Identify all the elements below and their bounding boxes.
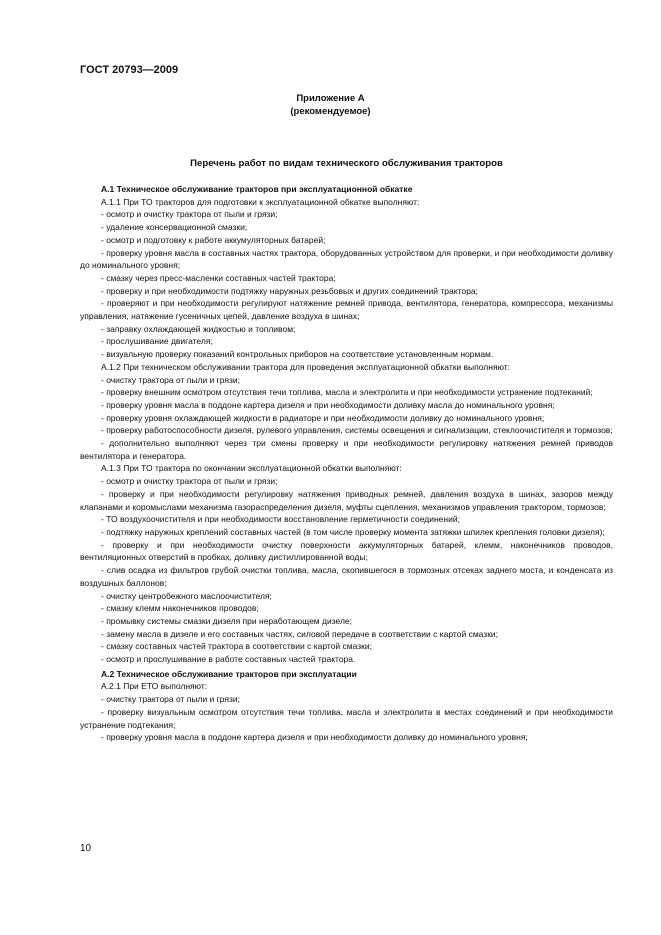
paragraph: - проверку внешним осмотром отсутствия течи топлива, масла и электролита и при необходимости устранение подтеканий; bbox=[101, 387, 593, 398]
paragraph: - очистку трактора от пыли и грязи; bbox=[101, 374, 241, 385]
paragraph: - осмотр и очистку трактора от пыли и грязи; bbox=[101, 209, 278, 220]
paragraph: - прослушивание двигателя; bbox=[101, 336, 213, 347]
paragraph: - осмотр и прослушивание в работе составных частей трактора. bbox=[101, 654, 356, 665]
subsection-heading: А.1 Техническое обслуживание тракторов при эксплуатационной обкатке bbox=[101, 184, 413, 194]
paragraph: - ТО воздухоочистителя и при необходимости восстановление герметичности соединений; bbox=[101, 514, 460, 525]
paragraph: - смазку клемм наконечников проводов; bbox=[101, 603, 259, 614]
document-body bbox=[80, 158, 613, 744]
paragraph: - проверку уровня масла в составных частях трактора, оборудованных устройством для проверки, и при необходимости доливку до номинального уровня; bbox=[80, 247, 613, 271]
paragraph: - проверку уровня охлаждающей жидкости в радиаторе и при необходимости доливку до номинального уровня; bbox=[101, 412, 545, 423]
paragraph: - визуальную проверку показаний контрольных приборов на соответствие установленным нормам. bbox=[101, 349, 494, 360]
section-title: Перечень работ по видам технического обслуживания тракторов bbox=[190, 158, 503, 169]
paragraph: - промывку системы смазки дизеля при неработающем дизеле; bbox=[101, 615, 353, 626]
paragraph: - дополнительно выполняют через три смены проверку и при необходимости регулировку натяжения ремней приводов вентилятора и генератора. bbox=[80, 438, 613, 461]
paragraph: - смазку через пресс-масленки составных частей трактора; bbox=[101, 272, 336, 283]
paragraph: - проверку и при необходимости подтяжку наружных резьбовых и других соединений трактора; bbox=[101, 285, 478, 296]
paragraph: А.2.1 При ЕТО выполняют: bbox=[101, 681, 208, 692]
paragraph: - смазку составных частей трактора в соответствии с картой смазки; bbox=[101, 641, 372, 652]
document-standard-header: ГОСТ 20793—2009 bbox=[80, 64, 179, 76]
paragraph: - проверку уровня масла в поддоне картера дизеля и при необходимости доливку до номинального уровня; bbox=[101, 732, 528, 743]
paragraph: - проверку и при необходимости регулировку натяжения приводных ремней, давления воздуха в шинах, зазоров между клапанами и коромыслами механизма газораспределения дизеля, муфты сцепления, механизмов управления трактором, тормозов; bbox=[80, 488, 613, 512]
appendix-subtitle: (рекомендуемое) bbox=[290, 106, 371, 117]
paragraph: - замену масла в дизеле и его составных частях, силовой передаче в соответствии с картой смазки; bbox=[101, 628, 499, 639]
paragraph: А.1.3 При ТО трактора по окончании эксплуатационной обкатки выполняют: bbox=[101, 463, 402, 474]
paragraph: - проверку визуальным осмотром отсутствия течи топлива, масла и электролита в местах соединений и при необходимости устранение подтекания; bbox=[80, 706, 613, 730]
paragraph: А.1.2 При техническом обслуживании трактора для проведения эксплуатационной обкатки выполняют: bbox=[101, 361, 511, 372]
paragraph: - заправку охлаждающей жидкостью и топливом; bbox=[101, 323, 296, 334]
paragraph: - проверяют и при необходимости регулируют натяжение ремней привода, вентилятора, генератора, компрессора, механизмы управления, натяжение гусеничных цепей, давление воздуха в шинах; bbox=[80, 298, 613, 322]
subsection-heading: А.2 Техническое обслуживание тракторов при эксплуатации bbox=[101, 668, 357, 679]
paragraph: - осмотр и подготовку к работе аккумуляторных батарей; bbox=[101, 234, 326, 245]
appendix-heading bbox=[0, 92, 661, 118]
paragraph: - очистку трактора от пыли и грязи; bbox=[101, 694, 241, 705]
paragraph-list bbox=[80, 183, 613, 744]
paragraph: - проверку и при необходимости очистку поверхности аккумуляторных батарей, клемм, наконечников проводов, вентиляционных отверстий в пробках, доливку дистиллированной воды; bbox=[80, 539, 613, 563]
paragraph: - проверку уровня масла в поддоне картера дизеля и при необходимости доливку масла до номинального уровня; bbox=[101, 399, 555, 410]
paragraph: - слив осадка из фильтров грубой очистки топлива, масла, скопившегося в тормозных отсеках заднего моста, и конденсата из воздушных баллонов; bbox=[80, 565, 613, 588]
page-number: 10 bbox=[80, 843, 92, 854]
paragraph: - подтяжку наружных креплений составных частей (в том числе проверку момента затяжки шпилек крепления головки дизеля); bbox=[101, 526, 605, 537]
paragraph: - проверку работоспособности дизеля, рулевого управления, системы освещения и сигнализации, стеклоочистителя и тормозов; bbox=[101, 425, 613, 436]
appendix-title: Приложение А bbox=[296, 93, 365, 104]
paragraph: - удаление консервационной смазки; bbox=[101, 222, 248, 233]
paragraph: - осмотр и очистку трактора от пыли и грязи; bbox=[101, 476, 278, 487]
paragraph: А.1.1 При ТО тракторов для подготовки к эксплуатационной обкатке выполняют: bbox=[101, 196, 420, 207]
paragraph: - очистку центробежного маслоочистителя; bbox=[101, 590, 272, 601]
